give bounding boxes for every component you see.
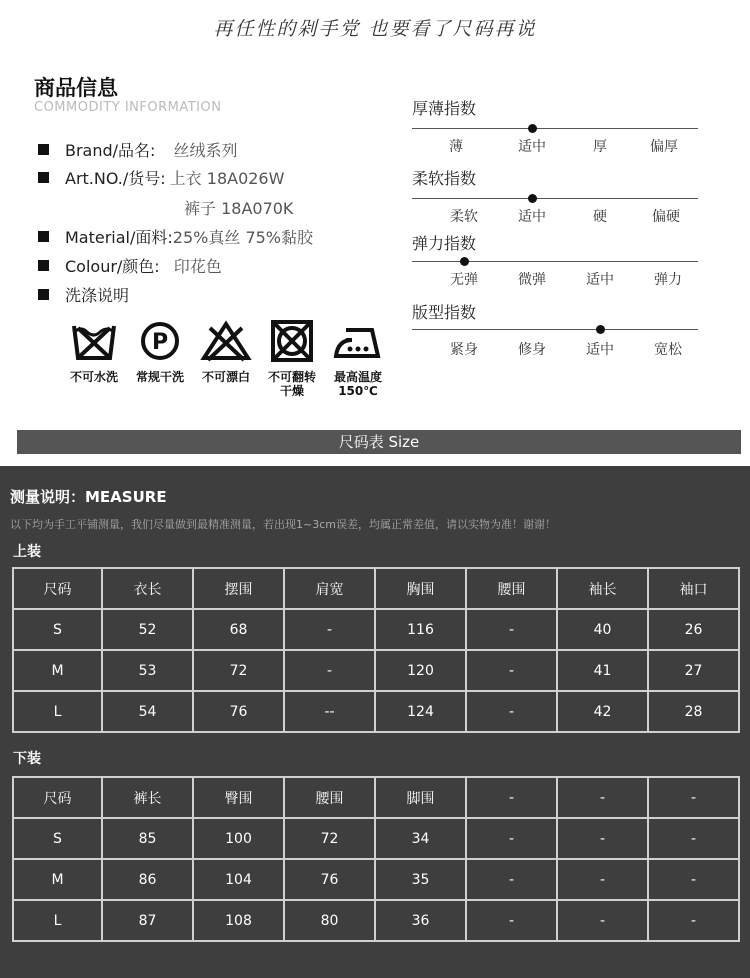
table-cell: 108 — [193, 900, 284, 941]
table-cell: - — [466, 691, 557, 732]
table-header-row — [13, 568, 739, 609]
table-header-cell: 裤长 — [102, 777, 193, 818]
table-cell: 26 — [648, 609, 739, 650]
table-cell: 124 — [375, 691, 466, 732]
index-marker — [528, 194, 537, 203]
bottom-size-table — [12, 776, 740, 942]
table-cell: - — [557, 900, 648, 941]
table-cell: 80 — [284, 900, 375, 941]
table-cell: - — [557, 859, 648, 900]
bullet-icon — [38, 231, 49, 242]
index-label: 无弹 — [450, 272, 478, 288]
table-header-cell: 摆围 — [193, 568, 284, 609]
table-row — [13, 691, 739, 732]
table-row — [13, 609, 739, 650]
index-label: 宽松 — [654, 342, 682, 358]
table-cell: S — [13, 609, 102, 650]
table-cell: 76 — [193, 691, 284, 732]
thickness-index — [412, 96, 702, 155]
index-label: 修身 — [518, 342, 546, 358]
table-header-cell: 尺码 — [13, 568, 102, 609]
index-line — [412, 329, 698, 330]
index-label: 适中 — [586, 272, 614, 288]
table-row — [13, 859, 739, 900]
table-cell: - — [557, 818, 648, 859]
table-cell: M — [13, 859, 102, 900]
brand-value: 丝绒系列 — [173, 141, 238, 160]
care-item — [128, 318, 192, 398]
index-marker — [460, 257, 469, 266]
table-cell: L — [13, 900, 102, 941]
index-marker — [528, 124, 537, 133]
care-label: 不可水洗 — [69, 370, 118, 384]
index-label: 弹力 — [654, 272, 682, 288]
brand-row — [38, 138, 237, 161]
table-row — [13, 818, 739, 859]
measure-description: 以下均为手工平铺测量，我们尽量做到最精准测量，若出现1~3cm误差，均属正常差值，请以实物为准！谢谢！ — [10, 518, 556, 531]
info-subtitle: COMMODITY INFORMATION — [34, 100, 222, 115]
table-cell: 85 — [102, 818, 193, 859]
svg-text:P: P — [151, 330, 169, 355]
bullet-icon — [38, 289, 49, 300]
table-cell: 104 — [193, 859, 284, 900]
index-title: 柔软指数 — [412, 169, 477, 188]
top-label: 上装 — [13, 544, 41, 560]
brand-label: Brand/品名: — [65, 141, 156, 160]
slogan: 再任性的剁手党 也要看了尺码再说 — [213, 18, 537, 40]
table-row — [13, 650, 739, 691]
care-icons — [62, 318, 392, 398]
measure-section — [0, 466, 750, 978]
table-cell: 41 — [557, 650, 648, 691]
care-item — [260, 318, 324, 398]
table-cell: L — [13, 691, 102, 732]
index-label: 紧身 — [450, 342, 478, 358]
bullet-icon — [38, 144, 49, 155]
wash-row — [38, 283, 129, 306]
table-header-cell: 袖长 — [557, 568, 648, 609]
table-cell: 54 — [102, 691, 193, 732]
bullet-icon — [38, 172, 49, 183]
table-cell: - — [466, 609, 557, 650]
table-cell: -- — [284, 691, 375, 732]
table-cell: - — [648, 818, 739, 859]
table-header-cell: 胸围 — [375, 568, 466, 609]
index-marker — [596, 325, 605, 334]
colour-label: Colour/颜色: — [65, 257, 160, 276]
art-label: Art.NO./货号: — [65, 169, 166, 188]
table-cell: 53 — [102, 650, 193, 691]
index-label: 适中 — [586, 342, 614, 358]
table-cell: 72 — [284, 818, 375, 859]
index-label: 适中 — [518, 139, 546, 155]
table-header-cell: 衣长 — [102, 568, 193, 609]
size-chart-header: 尺码表 Size — [17, 430, 741, 454]
table-cell: - — [466, 650, 557, 691]
table-header-cell: - — [557, 777, 648, 818]
table-cell: 27 — [648, 650, 739, 691]
index-title: 版型指数 — [412, 303, 477, 322]
table-cell: 35 — [375, 859, 466, 900]
top-size-table — [12, 567, 740, 733]
colour-value: 印花色 — [173, 257, 222, 276]
index-label: 偏厚 — [650, 139, 678, 155]
table-cell: - — [648, 900, 739, 941]
index-line — [412, 261, 698, 262]
table-cell: 72 — [193, 650, 284, 691]
index-label: 微弹 — [518, 272, 546, 288]
care-item — [326, 318, 390, 398]
table-cell: 28 — [648, 691, 739, 732]
table-header-cell: 尺码 — [13, 777, 102, 818]
table-cell: 42 — [557, 691, 648, 732]
table-cell: M — [13, 650, 102, 691]
table-header-cell: - — [466, 777, 557, 818]
table-cell: 68 — [193, 609, 284, 650]
index-label: 硬 — [593, 209, 607, 225]
table-cell: 120 — [375, 650, 466, 691]
index-label: 厚 — [593, 139, 607, 155]
table-cell: 86 — [102, 859, 193, 900]
table-header-row — [13, 777, 739, 818]
no-water-wash-icon — [68, 318, 120, 364]
fit-index — [412, 300, 702, 358]
info-title: 商品信息 — [34, 76, 118, 100]
table-header-cell: 袖口 — [648, 568, 739, 609]
table-cell: 116 — [375, 609, 466, 650]
art-value: 上衣 18A026W — [169, 169, 285, 188]
table-row — [13, 900, 739, 941]
colour-row — [38, 254, 222, 277]
table-cell: - — [648, 859, 739, 900]
index-title: 厚薄指数 — [412, 99, 477, 118]
table-cell: 87 — [102, 900, 193, 941]
wash-label: 洗涤说明 — [65, 286, 130, 305]
index-line — [412, 128, 698, 129]
table-cell: - — [284, 609, 375, 650]
index-line — [412, 198, 698, 199]
table-cell: 34 — [375, 818, 466, 859]
no-tumble-dry-icon — [266, 318, 318, 364]
measure-title: 测量说明：MEASURE — [10, 488, 167, 506]
table-cell: - — [466, 859, 557, 900]
table-cell: S — [13, 818, 102, 859]
index-label: 偏硬 — [652, 209, 680, 225]
table-cell: - — [466, 900, 557, 941]
table-header-cell: 臀围 — [193, 777, 284, 818]
table-header-cell: 腰围 — [284, 777, 375, 818]
art-row — [38, 166, 284, 189]
index-label: 柔软 — [450, 209, 478, 225]
table-cell: 40 — [557, 609, 648, 650]
table-cell: 100 — [193, 818, 284, 859]
elasticity-index — [412, 231, 702, 288]
care-item — [62, 318, 126, 398]
bullet-icon — [38, 260, 49, 271]
dry-clean-icon — [134, 318, 186, 364]
table-cell: - — [466, 818, 557, 859]
table-header-cell: - — [648, 777, 739, 818]
table-cell: 52 — [102, 609, 193, 650]
art-value-2: 裤子 18A070K — [184, 199, 294, 218]
care-item — [194, 318, 258, 398]
care-label: 不可翻转 干燥 — [267, 370, 316, 398]
softness-index — [412, 166, 702, 225]
bottom-label: 下装 — [13, 751, 41, 767]
table-cell: - — [284, 650, 375, 691]
no-bleach-icon — [200, 318, 252, 364]
material-row — [38, 225, 313, 248]
index-title: 弹力指数 — [412, 234, 477, 253]
table-header-cell: 肩宽 — [284, 568, 375, 609]
material-label: Material/面料: — [65, 228, 173, 247]
table-header-cell: 脚围 — [375, 777, 466, 818]
care-label: 常规干洗 — [135, 370, 184, 384]
material-value: 25%真丝 75%黏胶 — [172, 228, 314, 247]
index-label: 适中 — [518, 209, 546, 225]
table-cell: 76 — [284, 859, 375, 900]
care-label: 不可漂白 — [201, 370, 250, 384]
iron-temperature-icon — [332, 318, 384, 364]
table-header-cell: 腰围 — [466, 568, 557, 609]
table-cell: 36 — [375, 900, 466, 941]
care-label: 最高温度 150℃ — [333, 370, 382, 398]
index-label: 薄 — [449, 139, 463, 155]
